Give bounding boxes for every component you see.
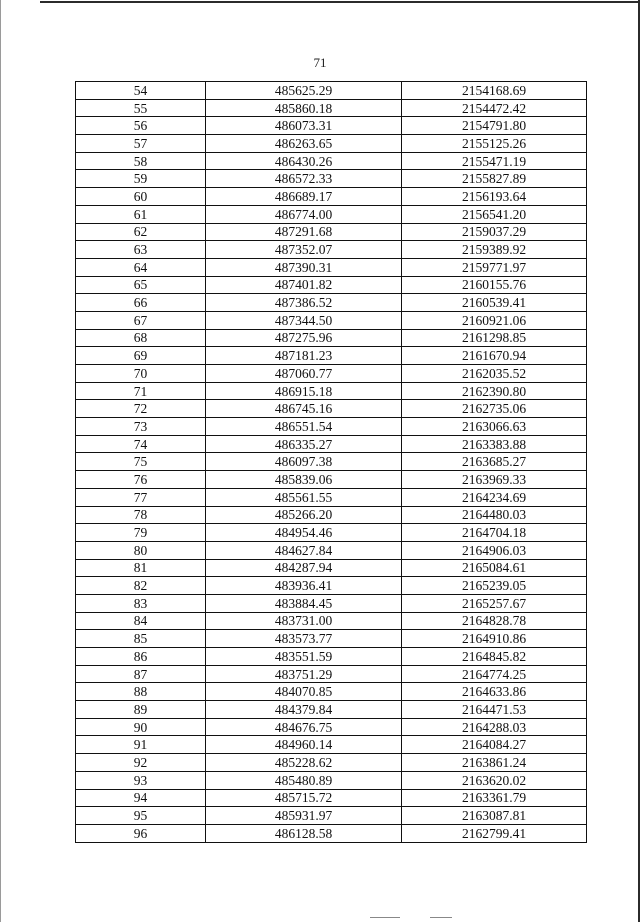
scan-artifact-mark [430, 917, 452, 918]
table-row [76, 683, 587, 701]
table-row [76, 294, 587, 312]
y-coordinate-cell: 2160539.41 [402, 294, 587, 312]
y-coordinate-cell: 2159771.97 [402, 258, 587, 276]
x-coordinate-cell: 484676.75 [206, 718, 402, 736]
point-number-cell: 87 [76, 665, 206, 683]
y-coordinate-cell: 2164234.69 [402, 488, 587, 506]
point-number-cell: 76 [76, 471, 206, 489]
point-number-cell: 93 [76, 771, 206, 789]
x-coordinate-cell: 485625.29 [206, 82, 402, 100]
table-row [76, 789, 587, 807]
x-coordinate-cell: 486774.00 [206, 205, 402, 223]
coordinates-table-body [76, 82, 587, 843]
y-coordinate-cell: 2164704.18 [402, 524, 587, 542]
table-row [76, 807, 587, 825]
y-coordinate-cell: 2160921.06 [402, 311, 587, 329]
y-coordinate-cell: 2164845.82 [402, 648, 587, 666]
point-number-cell: 64 [76, 258, 206, 276]
point-number-cell: 66 [76, 294, 206, 312]
x-coordinate-cell: 485931.97 [206, 807, 402, 825]
table-row [76, 648, 587, 666]
y-coordinate-cell: 2163361.79 [402, 789, 587, 807]
x-coordinate-cell: 487344.50 [206, 311, 402, 329]
y-coordinate-cell: 2165084.61 [402, 559, 587, 577]
point-number-cell: 73 [76, 418, 206, 436]
point-number-cell: 77 [76, 488, 206, 506]
point-number-cell: 59 [76, 170, 206, 188]
table-row [76, 82, 587, 100]
y-coordinate-cell: 2164774.25 [402, 665, 587, 683]
point-number-cell: 56 [76, 117, 206, 135]
point-number-cell: 60 [76, 188, 206, 206]
point-number-cell: 96 [76, 824, 206, 842]
x-coordinate-cell: 487352.07 [206, 241, 402, 259]
point-number-cell: 58 [76, 152, 206, 170]
table-row [76, 736, 587, 754]
x-coordinate-cell: 485561.55 [206, 488, 402, 506]
x-coordinate-cell: 485228.62 [206, 754, 402, 772]
table-row [76, 488, 587, 506]
x-coordinate-cell: 485839.06 [206, 471, 402, 489]
point-number-cell: 75 [76, 453, 206, 471]
table-row [76, 135, 587, 153]
y-coordinate-cell: 2159037.29 [402, 223, 587, 241]
table-row [76, 418, 587, 436]
table-row [76, 524, 587, 542]
x-coordinate-cell: 486689.17 [206, 188, 402, 206]
point-number-cell: 67 [76, 311, 206, 329]
y-coordinate-cell: 2156541.20 [402, 205, 587, 223]
table-row [76, 665, 587, 683]
y-coordinate-cell: 2164480.03 [402, 506, 587, 524]
table-row [76, 311, 587, 329]
table-row [76, 471, 587, 489]
point-number-cell: 54 [76, 82, 206, 100]
table-row [76, 701, 587, 719]
point-number-cell: 71 [76, 382, 206, 400]
y-coordinate-cell: 2164906.03 [402, 541, 587, 559]
point-number-cell: 82 [76, 577, 206, 595]
x-coordinate-cell: 486097.38 [206, 453, 402, 471]
x-coordinate-cell: 487181.23 [206, 347, 402, 365]
x-coordinate-cell: 487060.77 [206, 365, 402, 383]
x-coordinate-cell: 485715.72 [206, 789, 402, 807]
y-coordinate-cell: 2155827.89 [402, 170, 587, 188]
point-number-cell: 57 [76, 135, 206, 153]
y-coordinate-cell: 2164288.03 [402, 718, 587, 736]
table-row [76, 630, 587, 648]
y-coordinate-cell: 2163087.81 [402, 807, 587, 825]
x-coordinate-cell: 483551.59 [206, 648, 402, 666]
table-row [76, 506, 587, 524]
x-coordinate-cell: 484287.94 [206, 559, 402, 577]
point-number-cell: 94 [76, 789, 206, 807]
point-number-cell: 85 [76, 630, 206, 648]
x-coordinate-cell: 487275.96 [206, 329, 402, 347]
point-number-cell: 89 [76, 701, 206, 719]
y-coordinate-cell: 2165239.05 [402, 577, 587, 595]
x-coordinate-cell: 483573.77 [206, 630, 402, 648]
x-coordinate-cell: 487386.52 [206, 294, 402, 312]
y-coordinate-cell: 2161670.94 [402, 347, 587, 365]
point-number-cell: 84 [76, 612, 206, 630]
x-coordinate-cell: 483731.00 [206, 612, 402, 630]
y-coordinate-cell: 2163066.63 [402, 418, 587, 436]
x-coordinate-cell: 483936.41 [206, 577, 402, 595]
table-row [76, 541, 587, 559]
point-number-cell: 81 [76, 559, 206, 577]
page-top-edge [40, 1, 640, 3]
x-coordinate-cell: 484379.84 [206, 701, 402, 719]
point-number-cell: 90 [76, 718, 206, 736]
x-coordinate-cell: 484960.14 [206, 736, 402, 754]
table-row [76, 223, 587, 241]
table-row [76, 382, 587, 400]
point-number-cell: 68 [76, 329, 206, 347]
y-coordinate-cell: 2162735.06 [402, 400, 587, 418]
x-coordinate-cell: 484627.84 [206, 541, 402, 559]
y-coordinate-cell: 2162390.80 [402, 382, 587, 400]
table-row [76, 152, 587, 170]
table-row [76, 612, 587, 630]
y-coordinate-cell: 2159389.92 [402, 241, 587, 259]
y-coordinate-cell: 2154472.42 [402, 99, 587, 117]
x-coordinate-cell: 486430.26 [206, 152, 402, 170]
y-coordinate-cell: 2155125.26 [402, 135, 587, 153]
point-number-cell: 83 [76, 594, 206, 612]
y-coordinate-cell: 2162799.41 [402, 824, 587, 842]
point-number-cell: 55 [76, 99, 206, 117]
y-coordinate-cell: 2163620.02 [402, 771, 587, 789]
x-coordinate-cell: 486551.54 [206, 418, 402, 436]
table-row [76, 453, 587, 471]
table-row [76, 754, 587, 772]
point-number-cell: 65 [76, 276, 206, 294]
y-coordinate-cell: 2154791.80 [402, 117, 587, 135]
table-row [76, 188, 587, 206]
x-coordinate-cell: 485266.20 [206, 506, 402, 524]
y-coordinate-cell: 2161298.85 [402, 329, 587, 347]
y-coordinate-cell: 2160155.76 [402, 276, 587, 294]
table-row [76, 276, 587, 294]
y-coordinate-cell: 2163685.27 [402, 453, 587, 471]
point-number-cell: 72 [76, 400, 206, 418]
page-number: 71 [313, 55, 327, 70]
table-row [76, 559, 587, 577]
y-coordinate-cell: 2164828.78 [402, 612, 587, 630]
y-coordinate-cell: 2164910.86 [402, 630, 587, 648]
point-number-cell: 92 [76, 754, 206, 772]
point-number-cell: 78 [76, 506, 206, 524]
y-coordinate-cell: 2163969.33 [402, 471, 587, 489]
y-coordinate-cell: 2163861.24 [402, 754, 587, 772]
x-coordinate-cell: 486335.27 [206, 435, 402, 453]
table-row [76, 99, 587, 117]
y-coordinate-cell: 2162035.52 [402, 365, 587, 383]
table-row [76, 400, 587, 418]
table-row [76, 824, 587, 842]
y-coordinate-cell: 2164471.53 [402, 701, 587, 719]
y-coordinate-cell: 2163383.88 [402, 435, 587, 453]
x-coordinate-cell: 483751.29 [206, 665, 402, 683]
x-coordinate-cell: 486263.65 [206, 135, 402, 153]
x-coordinate-cell: 484070.85 [206, 683, 402, 701]
table-row [76, 117, 587, 135]
table-row [76, 771, 587, 789]
x-coordinate-cell: 486915.18 [206, 382, 402, 400]
point-number-cell: 91 [76, 736, 206, 754]
coordinates-table [75, 81, 587, 843]
table-row [76, 365, 587, 383]
x-coordinate-cell: 486572.33 [206, 170, 402, 188]
point-number-cell: 63 [76, 241, 206, 259]
x-coordinate-cell: 485480.89 [206, 771, 402, 789]
y-coordinate-cell: 2165257.67 [402, 594, 587, 612]
point-number-cell: 95 [76, 807, 206, 825]
y-coordinate-cell: 2155471.19 [402, 152, 587, 170]
table-row [76, 347, 587, 365]
y-coordinate-cell: 2154168.69 [402, 82, 587, 100]
table-row [76, 241, 587, 259]
x-coordinate-cell: 487401.82 [206, 276, 402, 294]
y-coordinate-cell: 2156193.64 [402, 188, 587, 206]
x-coordinate-cell: 487291.68 [206, 223, 402, 241]
page-left-edge [0, 0, 1, 922]
x-coordinate-cell: 487390.31 [206, 258, 402, 276]
x-coordinate-cell: 486128.58 [206, 824, 402, 842]
point-number-cell: 61 [76, 205, 206, 223]
y-coordinate-cell: 2164084.27 [402, 736, 587, 754]
point-number-cell: 74 [76, 435, 206, 453]
table-row [76, 329, 587, 347]
table-row [76, 205, 587, 223]
point-number-cell: 69 [76, 347, 206, 365]
point-number-cell: 70 [76, 365, 206, 383]
table-row [76, 258, 587, 276]
y-coordinate-cell: 2164633.86 [402, 683, 587, 701]
point-number-cell: 79 [76, 524, 206, 542]
table-row [76, 594, 587, 612]
table-row [76, 577, 587, 595]
point-number-cell: 80 [76, 541, 206, 559]
point-number-cell: 62 [76, 223, 206, 241]
x-coordinate-cell: 485860.18 [206, 99, 402, 117]
table-row [76, 718, 587, 736]
point-number-cell: 88 [76, 683, 206, 701]
table-row [76, 435, 587, 453]
table-row [76, 170, 587, 188]
x-coordinate-cell: 484954.46 [206, 524, 402, 542]
x-coordinate-cell: 483884.45 [206, 594, 402, 612]
x-coordinate-cell: 486073.31 [206, 117, 402, 135]
x-coordinate-cell: 486745.16 [206, 400, 402, 418]
scan-artifact-mark [370, 917, 400, 918]
point-number-cell: 86 [76, 648, 206, 666]
